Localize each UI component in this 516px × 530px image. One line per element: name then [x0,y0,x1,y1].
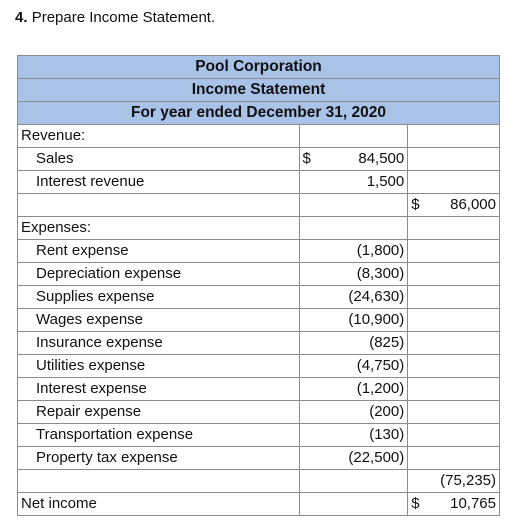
total-cell[interactable] [408,217,500,240]
total-cell[interactable] [408,447,500,470]
expense-item-name[interactable]: Repair expense [18,401,300,424]
revenue-item-amount: 84,500 [358,150,405,167]
expense-row [18,355,500,378]
statement-title: Income Statement [18,79,500,102]
expense-row [18,240,500,263]
revenue-item-amount-cell[interactable] [299,148,408,171]
expense-row [18,309,500,332]
amount-cell[interactable] [299,470,408,493]
revenue-item-amount: 1,500 [366,173,405,190]
expense-item-name[interactable]: Insurance expense [18,332,300,355]
expense-item-amount[interactable]: (200) [299,401,408,424]
blank-cell[interactable] [18,194,300,217]
expense-item-name[interactable]: Utilities expense [18,355,300,378]
total-cell[interactable] [408,286,500,309]
expense-row [18,447,500,470]
total-cell[interactable] [408,332,500,355]
total-cell[interactable] [408,171,500,194]
total-cell[interactable] [408,263,500,286]
amount-cell[interactable] [299,217,408,240]
net-income-currency: $ [411,495,420,512]
revenue-row [18,148,500,171]
revenue-item-name[interactable]: Sales [18,148,300,171]
total-cell[interactable] [408,148,500,171]
expense-item-amount[interactable]: (1,200) [299,378,408,401]
expense-item-amount[interactable]: (130) [299,424,408,447]
revenue-total-currency: $ [411,196,420,213]
revenue-row [18,171,500,194]
expense-row [18,286,500,309]
expense-item-amount[interactable]: (8,300) [299,263,408,286]
amount-cell[interactable] [299,493,408,516]
instruction-number: 4. [15,9,28,26]
instruction [15,9,215,26]
revenue-item-currency: $ [302,150,311,167]
instruction-text: Prepare Income Statement. [31,9,216,26]
total-cell[interactable] [408,424,500,447]
expense-item-amount[interactable]: (1,800) [299,240,408,263]
blank-cell[interactable] [18,470,300,493]
expense-item-amount[interactable]: (24,630) [299,286,408,309]
revenue-total-amount: 86,000 [450,196,496,213]
net-income-amount: 10,765 [450,495,496,512]
expense-item-name[interactable]: Rent expense [18,240,300,263]
company-name: Pool Corporation [18,56,500,79]
statement-period: For year ended December 31, 2020 [18,102,500,125]
expense-item-name[interactable]: Property tax expense [18,447,300,470]
income-statement-table [17,55,500,516]
amount-cell[interactable] [299,194,408,217]
expense-item-name[interactable]: Transportation expense [18,424,300,447]
expense-row [18,332,500,355]
total-cell[interactable] [408,401,500,424]
expenses-total-cell[interactable]: (75,235) [408,470,500,493]
expense-row [18,263,500,286]
expense-row [18,378,500,401]
net-income-cell[interactable] [408,493,500,516]
total-cell[interactable] [408,378,500,401]
expense-item-amount[interactable]: (825) [299,332,408,355]
total-cell[interactable] [408,309,500,332]
expense-item-name[interactable]: Interest expense [18,378,300,401]
total-cell[interactable] [408,355,500,378]
expense-item-name[interactable]: Supplies expense [18,286,300,309]
revenue-item-amount-cell[interactable] [299,171,408,194]
amount-cell[interactable] [299,125,408,148]
revenue-label[interactable]: Revenue: [18,125,300,148]
expense-item-amount[interactable]: (4,750) [299,355,408,378]
revenue-item-name[interactable]: Interest revenue [18,171,300,194]
expense-item-amount[interactable]: (10,900) [299,309,408,332]
expense-item-name[interactable]: Wages expense [18,309,300,332]
expense-row [18,424,500,447]
revenue-total-cell[interactable] [408,194,500,217]
expense-item-name[interactable]: Depreciation expense [18,263,300,286]
total-cell[interactable] [408,240,500,263]
expense-item-amount[interactable]: (22,500) [299,447,408,470]
total-cell[interactable] [408,125,500,148]
expenses-label[interactable]: Expenses: [18,217,300,240]
expense-row [18,401,500,424]
net-income-label[interactable]: Net income [18,493,300,516]
